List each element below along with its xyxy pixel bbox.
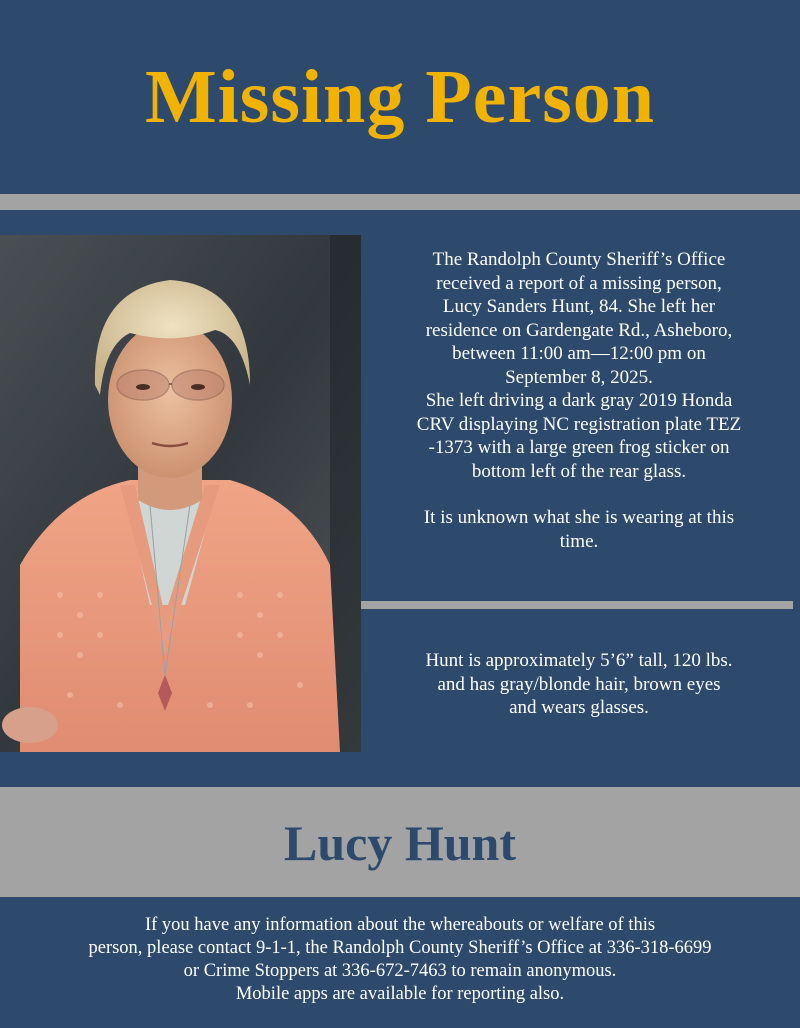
- divider-top: [0, 194, 800, 210]
- incident-description: [373, 248, 785, 553]
- contact-line: Mobile apps are available for reporting also.: [235, 984, 565, 1004]
- description-line: received a report of a missing person,: [436, 272, 722, 294]
- description-line: -1373 with a large green frog sticker on: [428, 437, 730, 458]
- clothing-line: It is unknown what she is wearing at this: [423, 507, 735, 528]
- description-line: She left driving a dark gray 2019 Honda: [425, 390, 733, 411]
- clothing-line: time.: [559, 530, 599, 552]
- physical-line: Hunt is approximately 5’6” tall, 120 lbs.: [425, 650, 733, 671]
- description-line: September 8, 2025.: [505, 366, 653, 388]
- divider-middle: [361, 601, 793, 609]
- description-line: The Randolph County Sheriff’s Office: [432, 249, 726, 270]
- page-title: Missing Person: [144, 55, 656, 139]
- description-line: Lucy Sanders Hunt, 84. She left her: [442, 296, 716, 317]
- description-line: between 11:00 am—12:00 pm on: [452, 343, 706, 364]
- contact-line: If you have any information about the whereabouts or welfare of this: [144, 915, 656, 935]
- portrait-illustration: [0, 235, 361, 752]
- description-line: CRV displaying NC registration plate TEZ: [416, 413, 742, 435]
- person-name: Lucy Hunt: [283, 815, 516, 871]
- contact-info: [0, 914, 800, 1006]
- physical-line: and has gray/blonde hair, brown eyes: [437, 673, 721, 695]
- physical-line: and wears glasses.: [509, 697, 649, 718]
- contact-line: or Crime Stoppers at 336-672-7463 to remain anonymous.: [183, 961, 617, 981]
- missing-person-photo: [0, 235, 361, 752]
- description-line: residence on Gardengate Rd., Asheboro,: [425, 319, 733, 341]
- description-line: bottom left of the rear glass.: [471, 460, 687, 482]
- physical-description: [373, 649, 785, 720]
- contact-line: person, please contact 9-1-1, the Randolph County Sheriff’s Office at 336-318-6699: [88, 938, 712, 958]
